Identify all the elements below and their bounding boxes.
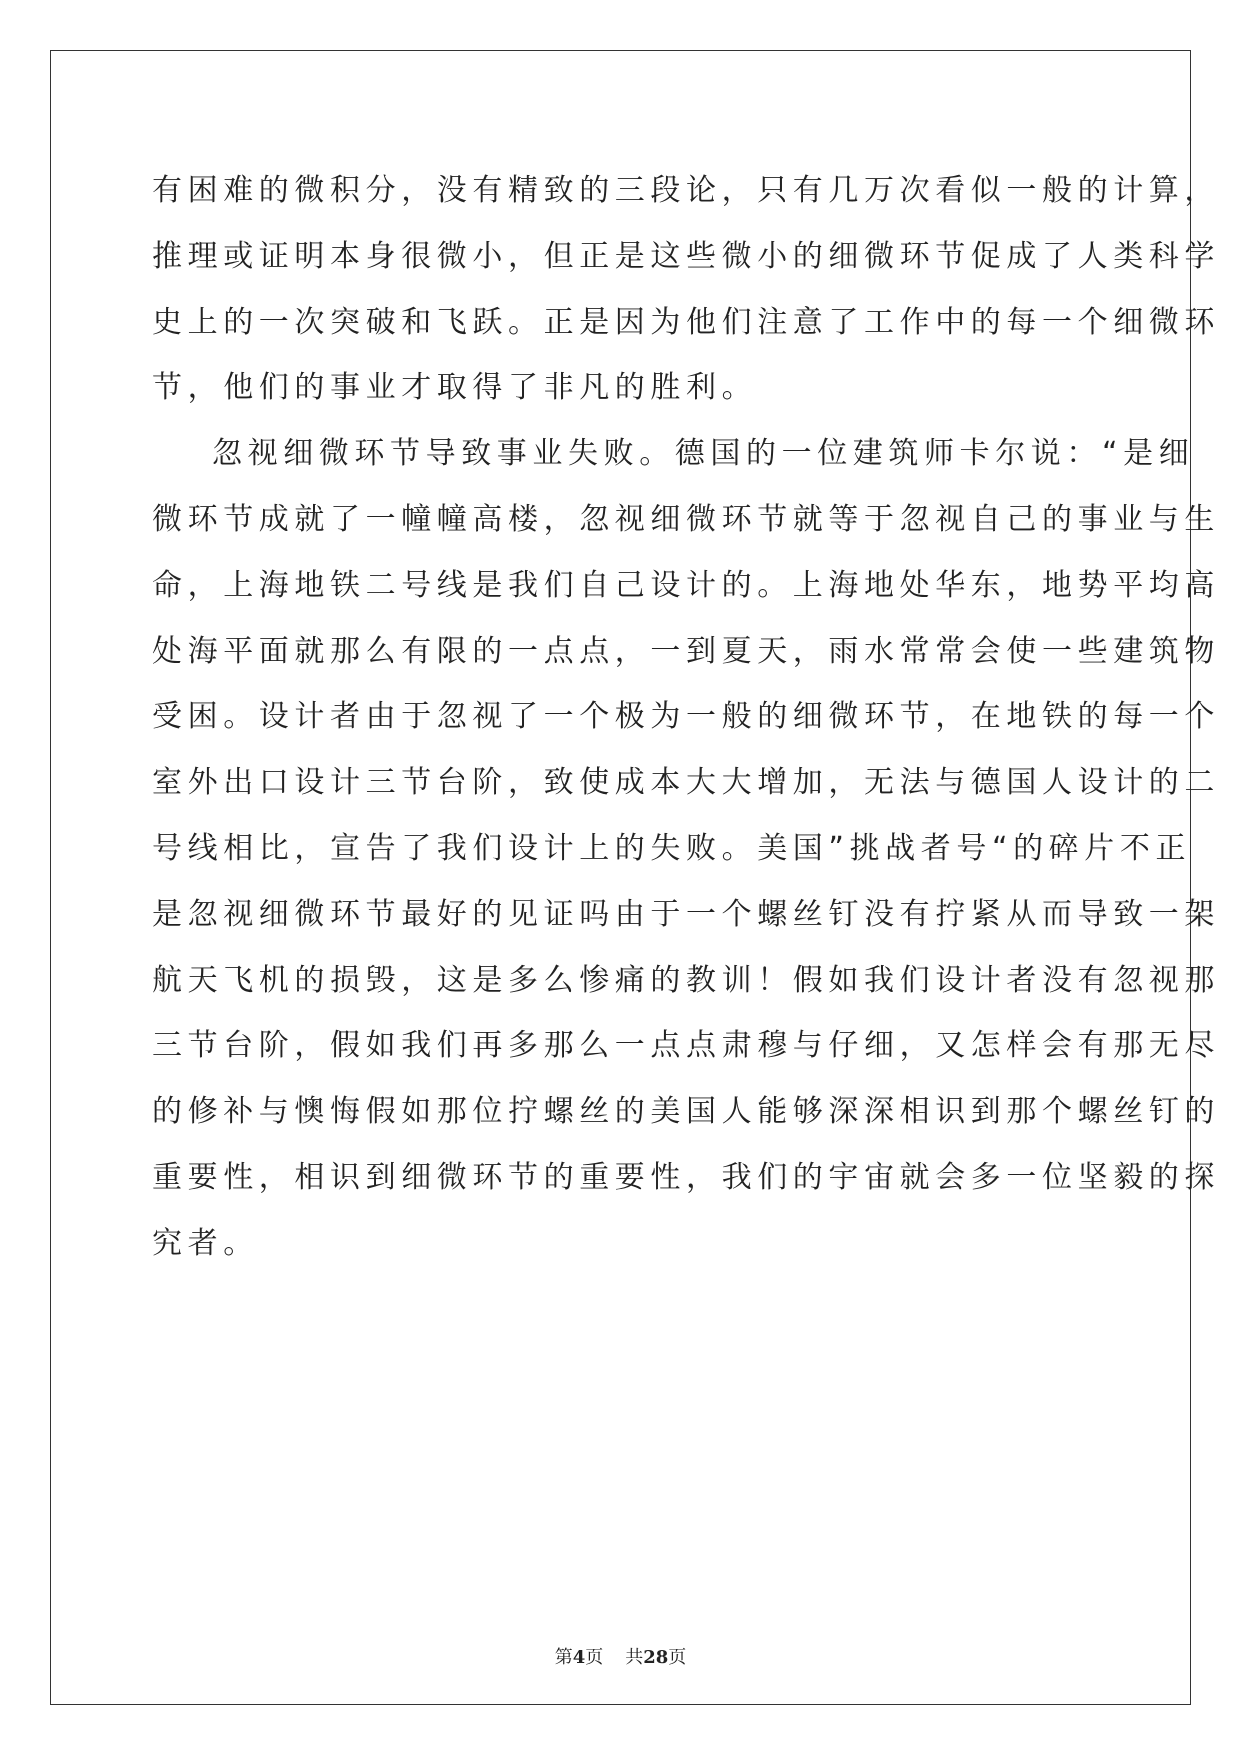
- text-line: 究者。: [152, 1225, 259, 1261]
- total-pages: 28: [643, 1647, 669, 1668]
- text-line: 命，上海地铁二号线是我们自己设计的。上海地处华东，地势平均高: [152, 567, 1220, 603]
- total-suffix: 页: [668, 1647, 687, 1668]
- text-line: 受困。设计者由于忽视了一个极为一般的细微环节，在地铁的每一个: [152, 699, 1220, 735]
- text-line: 重要性，相识到细微环节的重要性，我们的宇宙就会多一位坚毅的探: [152, 1159, 1220, 1195]
- page-prefix: 第: [554, 1647, 573, 1668]
- text-line: 有困难的微积分，没有精致的三段论，只有几万次看似一般的计算，: [152, 173, 1220, 208]
- page-number: 4: [572, 1647, 586, 1668]
- paragraph-first-line: 忽视细微环节导致事业失败。德国的一位建筑师卡尔说：“是细: [212, 436, 1195, 472]
- text-line: 航天飞机的损毁，这是多么惨痛的教训！假如我们设计者没有忽视那: [152, 962, 1220, 998]
- text-line: 号线相比，宣告了我们设计上的失败。美国”挑战者号“的碎片不正: [152, 830, 1192, 866]
- text-line: 微环节成就了一幢幢高楼，忽视细微环节就等于忽视自己的事业与生: [152, 501, 1220, 537]
- text-line: 是忽视细微环节最好的见证吗由于一个螺丝钉没有拧紧从而导致一架: [152, 896, 1220, 932]
- page-footer: [0, 1643, 1241, 1669]
- text-line: 史上的一次突破和飞跃。正是因为他们注意了工作中的每一个细微环: [152, 304, 1220, 340]
- text-line: 节，他们的事业才取得了非凡的胜利。: [152, 370, 758, 406]
- page-suffix: 页: [585, 1647, 604, 1668]
- total-prefix: 共: [625, 1647, 644, 1668]
- body-text: [152, 158, 1220, 1277]
- text-line: 的修补与懊悔假如那位拧螺丝的美国人能够深深相识到那个螺丝钉的: [152, 1094, 1220, 1130]
- text-line: 处海平面就那么有限的一点点，一到夏天，雨水常常会使一些建筑物: [152, 633, 1220, 669]
- text-line: 室外出口设计三节台阶，致使成本大大增加，无法与德国人设计的二: [152, 765, 1220, 801]
- text-line: 三节台阶，假如我们再多那么一点点肃穆与仔细，又怎样会有那无尽: [152, 1028, 1220, 1064]
- text-line: 推理或证明本身很微小，但正是这些微小的细微环节促成了人类科学: [152, 238, 1220, 274]
